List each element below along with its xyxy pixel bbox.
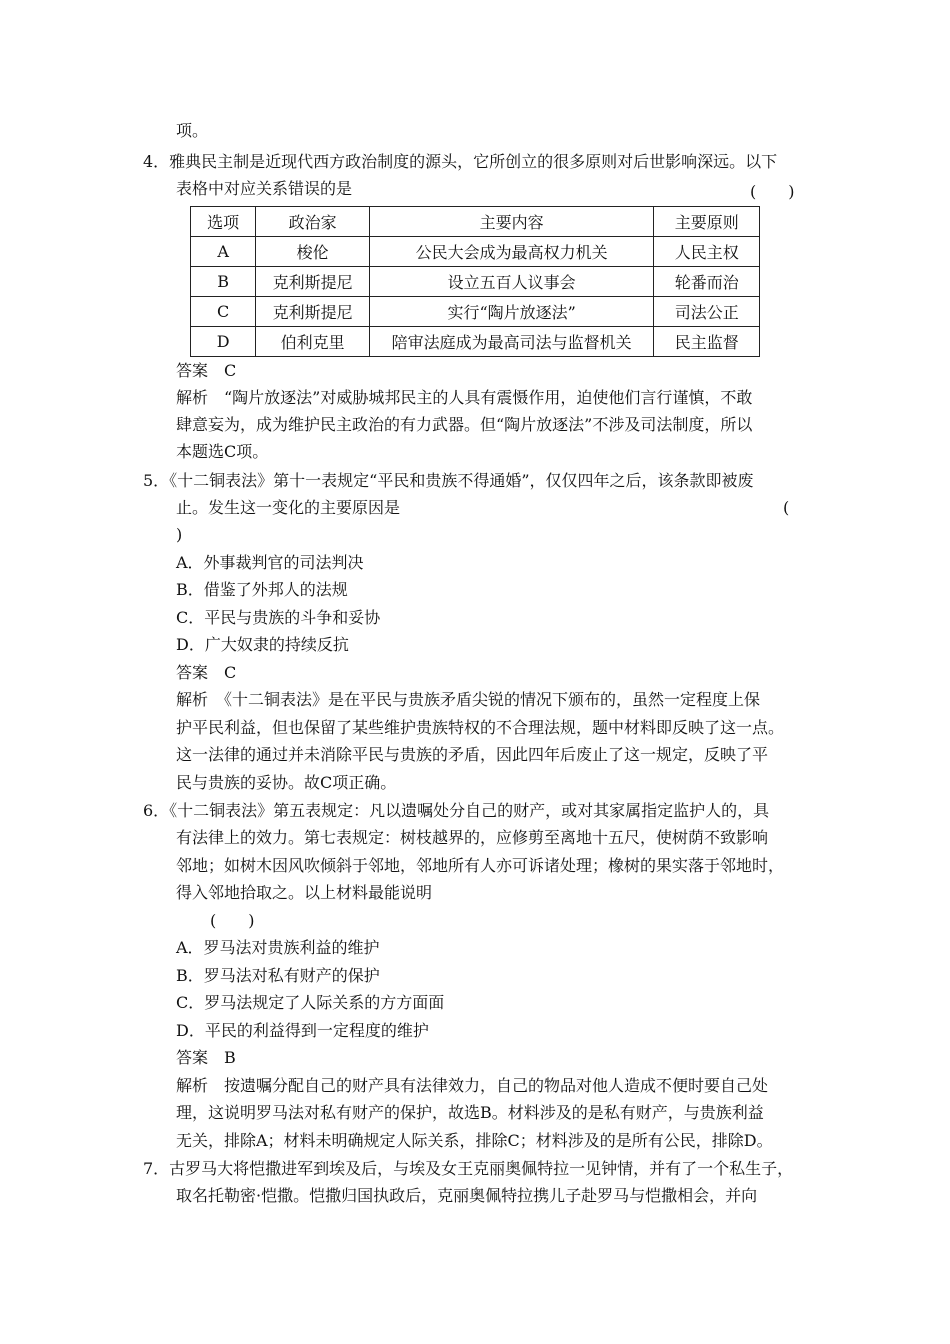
question-6-stem-cont: 有法律上的效力。第七表规定：树枝越界的，应修剪至离地十五尺，使树荫不致影响 — [176, 828, 769, 847]
answer-blank-open: ( — [783, 498, 790, 517]
option-a: A．罗马法对贵族利益的维护 — [176, 938, 380, 957]
table-cell: 实行“陶片放逐法” — [369, 297, 654, 327]
answer-line: 答案 B — [176, 1048, 236, 1067]
question-5-stem-cont: 止。发生这一变化的主要原因是 — [176, 498, 401, 517]
table-header-row — [191, 207, 760, 237]
explanation-line: 护平民利益，但也保留了某些维护贵族特权的不合理法规，题中材料即反映了这一点。 — [176, 718, 785, 737]
question-7-stem: 7．古罗马大将恺撒进军到埃及后，与埃及女王克丽奥佩特拉一见钟情，并有了一个私生子， — [143, 1159, 794, 1178]
table-cell: 人民主权 — [654, 237, 760, 267]
option-b: B．罗马法对私有财产的保护 — [176, 966, 380, 985]
answer-line: 答案 C — [176, 361, 237, 380]
explanation-line: 解析 按遗嘱分配自己的财产具有法律效力，自己的物品对他人造成不便时要自己处 — [176, 1076, 769, 1095]
table-cell: 民主监督 — [654, 327, 760, 357]
table-cell: 司法公正 — [654, 297, 760, 327]
text-line: 项。 — [176, 121, 209, 140]
table-row — [191, 267, 760, 297]
table-header: 选项 — [191, 207, 256, 237]
table-row — [191, 297, 760, 327]
table-cell: 克利斯提尼 — [256, 267, 370, 297]
table-cell: 梭伦 — [256, 237, 370, 267]
table-header: 政治家 — [256, 207, 370, 237]
table-cell: 公民大会成为最高权力机关 — [369, 237, 654, 267]
table-cell: B — [191, 267, 256, 297]
table-cell: 轮番而治 — [654, 267, 760, 297]
comparison-table — [190, 206, 760, 357]
table-cell: 设立五百人议事会 — [369, 267, 654, 297]
option-c: C．罗马法规定了人际关系的方方面面 — [176, 993, 445, 1012]
explanation-line: 无关，排除A；材料未明确规定人际关系，排除C；材料涉及的是所有公民，排除D。 — [176, 1131, 773, 1150]
option-b: B．借鉴了外邦人的法规 — [176, 580, 348, 599]
option-c: C．平民与贵族的斗争和妥协 — [176, 608, 381, 627]
question-7-stem-cont: 取名托勒密·恺撒。恺撒归国执政后，克丽奥佩特拉携儿子赴罗马与恺撒相会，并向 — [176, 1186, 758, 1205]
table-row — [191, 327, 760, 357]
option-a: A．外事裁判官的司法判决 — [176, 553, 364, 572]
explanation-line: 解析 《十二铜表法》是在平民与贵族矛盾尖锐的情况下颁布的，虽然一定程度上保 — [176, 690, 761, 709]
explanation-line: 民与贵族的妥协。故C项正确。 — [176, 773, 397, 792]
answer-blank: ( ) — [750, 182, 795, 201]
table-cell: 克利斯提尼 — [256, 297, 370, 327]
question-6-stem: 6．《十二铜表法》第五表规定：凡以遗嘱处分自己的财产，或对其家属指定监护人的，具 — [143, 801, 770, 820]
table-cell: D — [191, 327, 256, 357]
question-6-stem-cont: 得入邻地拾取之。以上材料最能说明 — [176, 883, 433, 902]
table-row — [191, 237, 760, 267]
explanation-line: 理，这说明罗马法对私有财产的保护，故选B。材料涉及的是私有财产，与贵族利益 — [176, 1103, 764, 1122]
table-header: 主要原则 — [654, 207, 760, 237]
explanation-line: 本题选C项。 — [176, 442, 269, 461]
table-cell: 伯利克里 — [256, 327, 370, 357]
question-4-stem: 4．雅典民主制是近现代西方政治制度的源头，它所创立的很多原则对后世影响深远。以下 — [143, 152, 778, 171]
explanation-line: 这一法律的通过并未消除平民与贵族的矛盾，因此四年后废止了这一规定，反映了平 — [176, 745, 769, 764]
answer-blank: ( ) — [210, 911, 255, 930]
table-cell: C — [191, 297, 256, 327]
table-header: 主要内容 — [369, 207, 654, 237]
option-d: D．广大奴隶的持续反抗 — [176, 635, 349, 654]
option-d: D．平民的利益得到一定程度的维护 — [176, 1021, 429, 1040]
explanation-line: 肆意妄为，成为维护民主政治的有力武器。但“陶片放逐法”不涉及司法制度，所以 — [176, 415, 753, 434]
table-cell: 陪审法庭成为最高司法与监督机关 — [369, 327, 654, 357]
question-5-stem: 5．《十二铜表法》第十一表规定“平民和贵族不得通婚”，仅仅四年之后，该条款即被废 — [143, 471, 754, 490]
explanation-line: 解析 “陶片放逐法”对威胁城邦民主的人具有震慑作用，迫使他们言行谨慎，不敢 — [176, 388, 753, 407]
question-6-stem-cont: 邻地；如树木因风吹倾斜于邻地，邻地所有人亦可诉诸处理；橡树的果实落于邻地时， — [176, 856, 785, 875]
question-4-stem-cont: 表格中对应关系错误的是 — [176, 179, 353, 198]
answer-blank-close: ) — [176, 525, 183, 544]
table-cell: A — [191, 237, 256, 267]
answer-line: 答案 C — [176, 663, 237, 682]
